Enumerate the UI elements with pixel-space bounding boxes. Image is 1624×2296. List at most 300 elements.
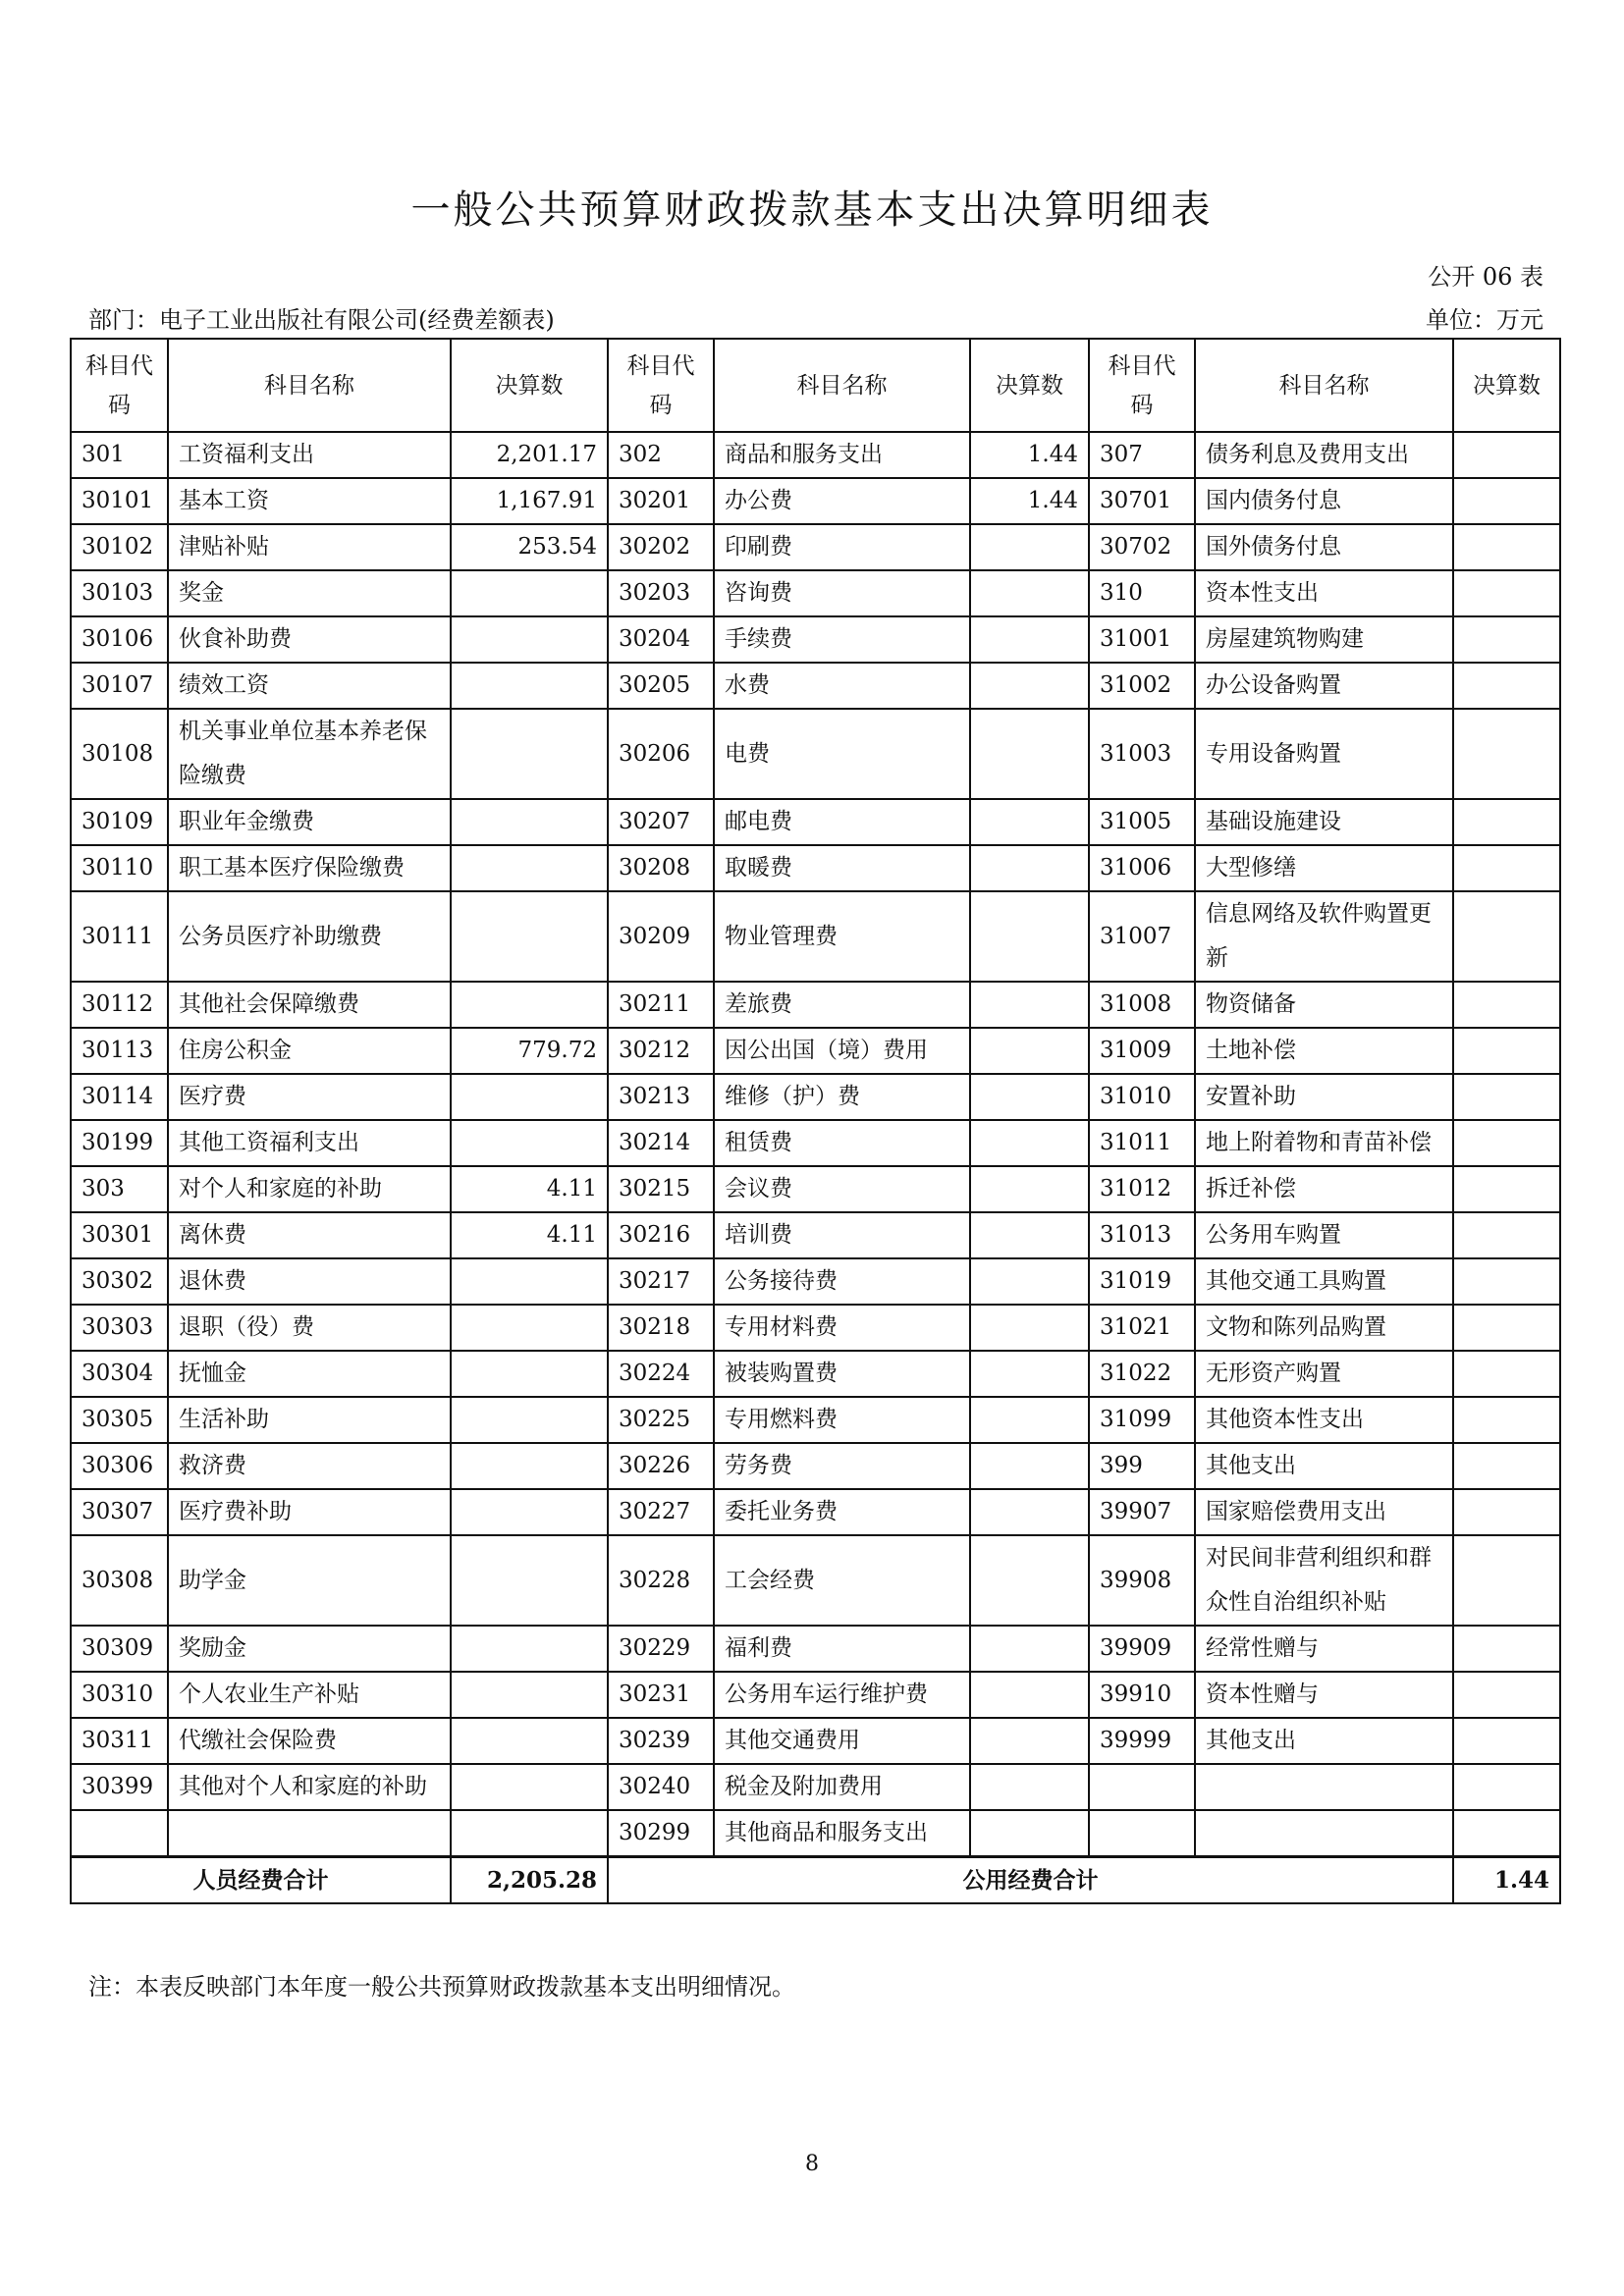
cell-name-2: 福利费 bbox=[714, 1626, 970, 1672]
cell-amount-2 bbox=[970, 524, 1089, 570]
cell-name-2: 税金及附加费用 bbox=[714, 1764, 970, 1810]
cell-amount-2 bbox=[970, 1535, 1089, 1626]
cell-amount-3 bbox=[1453, 524, 1560, 570]
cell-code-3: 39909 bbox=[1089, 1626, 1195, 1672]
cell-name-3: 国内债务付息 bbox=[1195, 478, 1453, 524]
cell-name-1: 职工基本医疗保险缴费 bbox=[168, 845, 451, 891]
cell-code-1: 30304 bbox=[71, 1351, 168, 1397]
table-row bbox=[71, 799, 1560, 845]
cell-name-3: 信息网络及软件购置更新 bbox=[1195, 891, 1453, 982]
table-row bbox=[71, 1397, 1560, 1443]
cell-amount-1 bbox=[451, 1443, 608, 1489]
cell-name-1: 伙食补助费 bbox=[168, 616, 451, 663]
cell-code-1: 30399 bbox=[71, 1764, 168, 1810]
cell-code-1: 30101 bbox=[71, 478, 168, 524]
header-code-1: 科目代码 bbox=[71, 339, 168, 432]
cell-code-3: 307 bbox=[1089, 432, 1195, 478]
header-name-3: 科目名称 bbox=[1195, 339, 1453, 432]
cell-amount-3 bbox=[1453, 1258, 1560, 1305]
cell-name-2: 专用燃料费 bbox=[714, 1397, 970, 1443]
unit-label: 单位：万元 bbox=[1426, 306, 1543, 334]
cell-amount-2 bbox=[970, 663, 1089, 709]
cell-amount-1 bbox=[451, 1305, 608, 1351]
cell-name-3: 文物和陈列品购置 bbox=[1195, 1305, 1453, 1351]
cell-name-3: 安置补助 bbox=[1195, 1074, 1453, 1120]
cell-code-2: 30201 bbox=[608, 478, 714, 524]
cell-name-2: 因公出国（境）费用 bbox=[714, 1028, 970, 1074]
cell-name-1: 离休费 bbox=[168, 1212, 451, 1258]
department-label: 部门：电子工业出版社有限公司(经费差额表) bbox=[88, 306, 555, 334]
cell-amount-3 bbox=[1453, 570, 1560, 616]
cell-code-3: 39908 bbox=[1089, 1535, 1195, 1626]
cell-code-3: 31010 bbox=[1089, 1074, 1195, 1120]
cell-name-2: 维修（护）费 bbox=[714, 1074, 970, 1120]
cell-amount-2 bbox=[970, 709, 1089, 799]
header-amount-1: 决算数 bbox=[451, 339, 608, 432]
cell-name-1: 抚恤金 bbox=[168, 1351, 451, 1397]
cell-amount-3 bbox=[1453, 663, 1560, 709]
cell-amount-3 bbox=[1453, 432, 1560, 478]
cell-name-1: 职业年金缴费 bbox=[168, 799, 451, 845]
cell-name-2: 商品和服务支出 bbox=[714, 432, 970, 478]
cell-code-3: 31013 bbox=[1089, 1212, 1195, 1258]
cell-amount-3 bbox=[1453, 1166, 1560, 1212]
cell-amount-1 bbox=[451, 709, 608, 799]
cell-amount-2 bbox=[970, 1305, 1089, 1351]
cell-name-3: 土地补偿 bbox=[1195, 1028, 1453, 1074]
cell-amount-2 bbox=[970, 616, 1089, 663]
cell-code-3: 30701 bbox=[1089, 478, 1195, 524]
cell-amount-1 bbox=[451, 1351, 608, 1397]
cell-code-1: 30113 bbox=[71, 1028, 168, 1074]
cell-name-2: 会议费 bbox=[714, 1166, 970, 1212]
cell-amount-2 bbox=[970, 799, 1089, 845]
cell-code-2: 30212 bbox=[608, 1028, 714, 1074]
cell-amount-2 bbox=[970, 1397, 1089, 1443]
cell-code-2: 30227 bbox=[608, 1489, 714, 1535]
header-name-2: 科目名称 bbox=[714, 339, 970, 432]
cell-name-1: 救济费 bbox=[168, 1443, 451, 1489]
cell-code-1: 30301 bbox=[71, 1212, 168, 1258]
cell-code-3: 399 bbox=[1089, 1443, 1195, 1489]
cell-name-3: 国家赔偿费用支出 bbox=[1195, 1489, 1453, 1535]
cell-code-3: 31011 bbox=[1089, 1120, 1195, 1166]
cell-name-1: 生活补助 bbox=[168, 1397, 451, 1443]
cell-code-3: 39999 bbox=[1089, 1718, 1195, 1764]
cell-code-2: 30217 bbox=[608, 1258, 714, 1305]
cell-amount-1 bbox=[451, 845, 608, 891]
cell-amount-1 bbox=[451, 1120, 608, 1166]
cell-amount-1 bbox=[451, 891, 608, 982]
cell-name-1: 医疗费 bbox=[168, 1074, 451, 1120]
cell-code-3: 31019 bbox=[1089, 1258, 1195, 1305]
cell-amount-3 bbox=[1453, 1489, 1560, 1535]
cell-amount-3 bbox=[1453, 891, 1560, 982]
cell-amount-1: 253.54 bbox=[451, 524, 608, 570]
cell-name-3: 资本性支出 bbox=[1195, 570, 1453, 616]
cell-code-2: 30204 bbox=[608, 616, 714, 663]
cell-code-3: 31022 bbox=[1089, 1351, 1195, 1397]
cell-amount-1: 4.11 bbox=[451, 1212, 608, 1258]
cell-amount-3 bbox=[1453, 1810, 1560, 1857]
cell-amount-1 bbox=[451, 982, 608, 1028]
table-row bbox=[71, 982, 1560, 1028]
cell-code-3: 31008 bbox=[1089, 982, 1195, 1028]
cell-name-1: 津贴补贴 bbox=[168, 524, 451, 570]
table-row bbox=[71, 709, 1560, 799]
cell-amount-1 bbox=[451, 1810, 608, 1857]
cell-name-3 bbox=[1195, 1764, 1453, 1810]
cell-amount-1: 1,167.91 bbox=[451, 478, 608, 524]
cell-name-3: 其他支出 bbox=[1195, 1718, 1453, 1764]
cell-name-1: 机关事业单位基本养老保险缴费 bbox=[168, 709, 451, 799]
cell-name-3: 物资储备 bbox=[1195, 982, 1453, 1028]
table-header-row bbox=[71, 339, 1560, 432]
header-code-3: 科目代码 bbox=[1089, 339, 1195, 432]
cell-code-1: 30306 bbox=[71, 1443, 168, 1489]
table-row bbox=[71, 1443, 1560, 1489]
cell-name-2: 被装购置费 bbox=[714, 1351, 970, 1397]
cell-amount-3 bbox=[1453, 799, 1560, 845]
cell-code-1: 30308 bbox=[71, 1535, 168, 1626]
table-row bbox=[71, 1212, 1560, 1258]
cell-code-3: 30702 bbox=[1089, 524, 1195, 570]
cell-name-2: 电费 bbox=[714, 709, 970, 799]
cell-amount-1 bbox=[451, 1626, 608, 1672]
page-number: 8 bbox=[805, 2152, 819, 2176]
cell-name-3: 公务用车购置 bbox=[1195, 1212, 1453, 1258]
table-row bbox=[71, 663, 1560, 709]
table-row bbox=[71, 1489, 1560, 1535]
cell-code-3: 31005 bbox=[1089, 799, 1195, 845]
page-title: 一般公共预算财政拨款基本支出决算明细表 bbox=[410, 187, 1214, 233]
cell-amount-2: 1.44 bbox=[970, 478, 1089, 524]
table-row bbox=[71, 1166, 1560, 1212]
cell-amount-2 bbox=[970, 1672, 1089, 1718]
cell-amount-3 bbox=[1453, 1718, 1560, 1764]
cell-code-2: 30216 bbox=[608, 1212, 714, 1258]
cell-code-1: 30109 bbox=[71, 799, 168, 845]
cell-code-1: 30311 bbox=[71, 1718, 168, 1764]
table-row bbox=[71, 1351, 1560, 1397]
table-row bbox=[71, 1074, 1560, 1120]
cell-code-2: 30299 bbox=[608, 1810, 714, 1857]
cell-code-3: 31003 bbox=[1089, 709, 1195, 799]
cell-name-3: 其他交通工具购置 bbox=[1195, 1258, 1453, 1305]
cell-amount-2 bbox=[970, 570, 1089, 616]
cell-name-3: 其他资本性支出 bbox=[1195, 1397, 1453, 1443]
cell-name-2: 租赁费 bbox=[714, 1120, 970, 1166]
cell-name-2: 物业管理费 bbox=[714, 891, 970, 982]
cell-name-2: 差旅费 bbox=[714, 982, 970, 1028]
cell-amount-1 bbox=[451, 799, 608, 845]
cell-amount-3 bbox=[1453, 616, 1560, 663]
cell-code-2: 302 bbox=[608, 432, 714, 478]
cell-amount-3 bbox=[1453, 1397, 1560, 1443]
cell-name-3: 房屋建筑物购建 bbox=[1195, 616, 1453, 663]
cell-amount-1 bbox=[451, 663, 608, 709]
cell-name-2: 取暖费 bbox=[714, 845, 970, 891]
table-row bbox=[71, 1810, 1560, 1857]
cell-code-2: 30225 bbox=[608, 1397, 714, 1443]
cell-amount-3 bbox=[1453, 982, 1560, 1028]
cell-code-2: 30208 bbox=[608, 845, 714, 891]
cell-code-1: 30309 bbox=[71, 1626, 168, 1672]
public-total-value: 1.44 bbox=[1453, 1857, 1560, 1904]
cell-amount-3 bbox=[1453, 1074, 1560, 1120]
table-row bbox=[71, 1672, 1560, 1718]
cell-amount-2 bbox=[970, 891, 1089, 982]
cell-code-3: 31007 bbox=[1089, 891, 1195, 982]
cell-name-1: 奖励金 bbox=[168, 1626, 451, 1672]
cell-name-1: 助学金 bbox=[168, 1535, 451, 1626]
cell-code-3: 31001 bbox=[1089, 616, 1195, 663]
cell-amount-1 bbox=[451, 570, 608, 616]
cell-name-1 bbox=[168, 1810, 451, 1857]
cell-amount-3 bbox=[1453, 1764, 1560, 1810]
cell-amount-3 bbox=[1453, 709, 1560, 799]
cell-amount-1 bbox=[451, 1672, 608, 1718]
cell-code-3 bbox=[1089, 1810, 1195, 1857]
table-row bbox=[71, 1120, 1560, 1166]
table-row bbox=[71, 432, 1560, 478]
cell-amount-2 bbox=[970, 1028, 1089, 1074]
cell-name-3: 经常性赠与 bbox=[1195, 1626, 1453, 1672]
cell-name-2: 劳务费 bbox=[714, 1443, 970, 1489]
cell-amount-1 bbox=[451, 616, 608, 663]
cell-code-2: 30205 bbox=[608, 663, 714, 709]
form-number: 公开 06 表 bbox=[1428, 263, 1543, 291]
cell-name-2: 办公费 bbox=[714, 478, 970, 524]
cell-name-3: 其他支出 bbox=[1195, 1443, 1453, 1489]
cell-name-1: 个人农业生产补贴 bbox=[168, 1672, 451, 1718]
cell-code-1: 30102 bbox=[71, 524, 168, 570]
cell-name-1: 退职（役）费 bbox=[168, 1305, 451, 1351]
cell-name-1: 退休费 bbox=[168, 1258, 451, 1305]
public-total-label: 公用经费合计 bbox=[608, 1857, 1453, 1904]
table-row bbox=[71, 845, 1560, 891]
cell-code-1: 30199 bbox=[71, 1120, 168, 1166]
cell-name-2: 印刷费 bbox=[714, 524, 970, 570]
cell-name-1: 住房公积金 bbox=[168, 1028, 451, 1074]
cell-code-2: 30215 bbox=[608, 1166, 714, 1212]
cell-amount-3 bbox=[1453, 1212, 1560, 1258]
cell-amount-3 bbox=[1453, 845, 1560, 891]
cell-code-3: 31012 bbox=[1089, 1166, 1195, 1212]
cell-amount-2 bbox=[970, 982, 1089, 1028]
cell-amount-3 bbox=[1453, 1351, 1560, 1397]
cell-code-1: 30310 bbox=[71, 1672, 168, 1718]
cell-code-1: 301 bbox=[71, 432, 168, 478]
cell-code-1: 30110 bbox=[71, 845, 168, 891]
cell-name-2: 公务接待费 bbox=[714, 1258, 970, 1305]
cell-code-1: 30103 bbox=[71, 570, 168, 616]
cell-amount-1 bbox=[451, 1764, 608, 1810]
cell-code-1: 30302 bbox=[71, 1258, 168, 1305]
table-row bbox=[71, 1028, 1560, 1074]
table-row bbox=[71, 1626, 1560, 1672]
cell-code-1: 30114 bbox=[71, 1074, 168, 1120]
cell-code-2: 30218 bbox=[608, 1305, 714, 1351]
cell-amount-2 bbox=[970, 1718, 1089, 1764]
cell-code-1: 30112 bbox=[71, 982, 168, 1028]
cell-code-2: 30229 bbox=[608, 1626, 714, 1672]
cell-code-3: 31021 bbox=[1089, 1305, 1195, 1351]
table-row bbox=[71, 891, 1560, 982]
cell-code-3: 31006 bbox=[1089, 845, 1195, 891]
table-body bbox=[71, 432, 1560, 1857]
cell-code-3: 39910 bbox=[1089, 1672, 1195, 1718]
personnel-total-label: 人员经费合计 bbox=[71, 1857, 451, 1904]
cell-amount-2 bbox=[970, 1074, 1089, 1120]
table-row bbox=[71, 616, 1560, 663]
cell-name-1: 工资福利支出 bbox=[168, 432, 451, 478]
cell-amount-2 bbox=[970, 1626, 1089, 1672]
cell-name-1: 其他工资福利支出 bbox=[168, 1120, 451, 1166]
totals-row bbox=[71, 1857, 1560, 1904]
cell-name-2: 邮电费 bbox=[714, 799, 970, 845]
cell-amount-3 bbox=[1453, 1120, 1560, 1166]
table-row bbox=[71, 1535, 1560, 1626]
cell-name-1: 绩效工资 bbox=[168, 663, 451, 709]
cell-code-2: 30203 bbox=[608, 570, 714, 616]
cell-name-2: 其他商品和服务支出 bbox=[714, 1810, 970, 1857]
cell-name-3: 国外债务付息 bbox=[1195, 524, 1453, 570]
cell-code-2: 30202 bbox=[608, 524, 714, 570]
cell-name-2: 委托业务费 bbox=[714, 1489, 970, 1535]
cell-name-3: 对民间非营利组织和群众性自治组织补贴 bbox=[1195, 1535, 1453, 1626]
cell-amount-3 bbox=[1453, 1626, 1560, 1672]
cell-name-1: 代缴社会保险费 bbox=[168, 1718, 451, 1764]
cell-code-2: 30231 bbox=[608, 1672, 714, 1718]
cell-amount-1 bbox=[451, 1489, 608, 1535]
cell-amount-1 bbox=[451, 1397, 608, 1443]
table-row bbox=[71, 1718, 1560, 1764]
cell-code-2: 30209 bbox=[608, 891, 714, 982]
cell-code-1: 30107 bbox=[71, 663, 168, 709]
cell-name-2: 工会经费 bbox=[714, 1535, 970, 1626]
cell-amount-2 bbox=[970, 1443, 1089, 1489]
cell-code-2: 30213 bbox=[608, 1074, 714, 1120]
cell-name-3: 地上附着物和青苗补偿 bbox=[1195, 1120, 1453, 1166]
header-name-1: 科目名称 bbox=[168, 339, 451, 432]
cell-amount-3 bbox=[1453, 1535, 1560, 1626]
cell-code-2: 30226 bbox=[608, 1443, 714, 1489]
cell-amount-2 bbox=[970, 1489, 1089, 1535]
table-row bbox=[71, 524, 1560, 570]
cell-amount-3 bbox=[1453, 1305, 1560, 1351]
cell-code-2: 30206 bbox=[608, 709, 714, 799]
cell-amount-2 bbox=[970, 1166, 1089, 1212]
cell-name-2: 培训费 bbox=[714, 1212, 970, 1258]
cell-amount-3 bbox=[1453, 1672, 1560, 1718]
cell-name-2: 其他交通费用 bbox=[714, 1718, 970, 1764]
cell-code-2: 30207 bbox=[608, 799, 714, 845]
header-code-2: 科目代码 bbox=[608, 339, 714, 432]
cell-amount-2 bbox=[970, 1764, 1089, 1810]
cell-amount-2 bbox=[970, 1258, 1089, 1305]
cell-code-1: 30305 bbox=[71, 1397, 168, 1443]
cell-code-3: 39907 bbox=[1089, 1489, 1195, 1535]
cell-code-3: 31099 bbox=[1089, 1397, 1195, 1443]
cell-amount-2: 1.44 bbox=[970, 432, 1089, 478]
table-row bbox=[71, 478, 1560, 524]
cell-code-1 bbox=[71, 1810, 168, 1857]
cell-code-3 bbox=[1089, 1764, 1195, 1810]
cell-name-1: 对个人和家庭的补助 bbox=[168, 1166, 451, 1212]
cell-code-3: 31002 bbox=[1089, 663, 1195, 709]
cell-amount-3 bbox=[1453, 478, 1560, 524]
cell-name-2: 公务用车运行维护费 bbox=[714, 1672, 970, 1718]
cell-name-3: 无形资产购置 bbox=[1195, 1351, 1453, 1397]
cell-name-1: 公务员医疗补助缴费 bbox=[168, 891, 451, 982]
cell-code-2: 30224 bbox=[608, 1351, 714, 1397]
cell-amount-2 bbox=[970, 845, 1089, 891]
cell-name-1: 其他对个人和家庭的补助 bbox=[168, 1764, 451, 1810]
cell-name-1: 基本工资 bbox=[168, 478, 451, 524]
cell-code-2: 30240 bbox=[608, 1764, 714, 1810]
cell-amount-1: 4.11 bbox=[451, 1166, 608, 1212]
cell-code-1: 303 bbox=[71, 1166, 168, 1212]
cell-code-2: 30211 bbox=[608, 982, 714, 1028]
cell-code-1: 30303 bbox=[71, 1305, 168, 1351]
cell-code-2: 30228 bbox=[608, 1535, 714, 1626]
cell-amount-2 bbox=[970, 1351, 1089, 1397]
cell-amount-3 bbox=[1453, 1028, 1560, 1074]
cell-code-2: 30214 bbox=[608, 1120, 714, 1166]
cell-code-1: 30106 bbox=[71, 616, 168, 663]
cell-amount-2 bbox=[970, 1810, 1089, 1857]
cell-name-3: 专用设备购置 bbox=[1195, 709, 1453, 799]
table-row bbox=[71, 570, 1560, 616]
cell-name-3: 基础设施建设 bbox=[1195, 799, 1453, 845]
cell-name-3: 办公设备购置 bbox=[1195, 663, 1453, 709]
cell-amount-3 bbox=[1453, 1443, 1560, 1489]
cell-code-3: 310 bbox=[1089, 570, 1195, 616]
cell-name-3: 资本性赠与 bbox=[1195, 1672, 1453, 1718]
table-row bbox=[71, 1258, 1560, 1305]
cell-name-1: 奖金 bbox=[168, 570, 451, 616]
cell-name-2: 手续费 bbox=[714, 616, 970, 663]
cell-name-3: 大型修缮 bbox=[1195, 845, 1453, 891]
cell-amount-1 bbox=[451, 1718, 608, 1764]
cell-name-3: 债务利息及费用支出 bbox=[1195, 432, 1453, 478]
cell-name-2: 水费 bbox=[714, 663, 970, 709]
table-row bbox=[71, 1305, 1560, 1351]
cell-amount-1: 779.72 bbox=[451, 1028, 608, 1074]
cell-amount-1: 2,201.17 bbox=[451, 432, 608, 478]
cell-name-2: 咨询费 bbox=[714, 570, 970, 616]
cell-name-1: 其他社会保障缴费 bbox=[168, 982, 451, 1028]
cell-code-1: 30111 bbox=[71, 891, 168, 982]
cell-name-3 bbox=[1195, 1810, 1453, 1857]
cell-code-2: 30239 bbox=[608, 1718, 714, 1764]
cell-code-3: 31009 bbox=[1089, 1028, 1195, 1074]
cell-amount-2 bbox=[970, 1212, 1089, 1258]
cell-amount-1 bbox=[451, 1258, 608, 1305]
header-amount-3: 决算数 bbox=[1453, 339, 1560, 432]
cell-amount-1 bbox=[451, 1074, 608, 1120]
table-note: 注：本表反映部门本年度一般公共预算财政拨款基本支出明细情况。 bbox=[88, 1973, 795, 2001]
personnel-total-value: 2,205.28 bbox=[451, 1857, 608, 1904]
cell-code-1: 30108 bbox=[71, 709, 168, 799]
cell-name-1: 医疗费补助 bbox=[168, 1489, 451, 1535]
cell-amount-1 bbox=[451, 1535, 608, 1626]
table-row bbox=[71, 1764, 1560, 1810]
cell-amount-2 bbox=[970, 1120, 1089, 1166]
cell-name-2: 专用材料费 bbox=[714, 1305, 970, 1351]
header-amount-2: 决算数 bbox=[970, 339, 1089, 432]
